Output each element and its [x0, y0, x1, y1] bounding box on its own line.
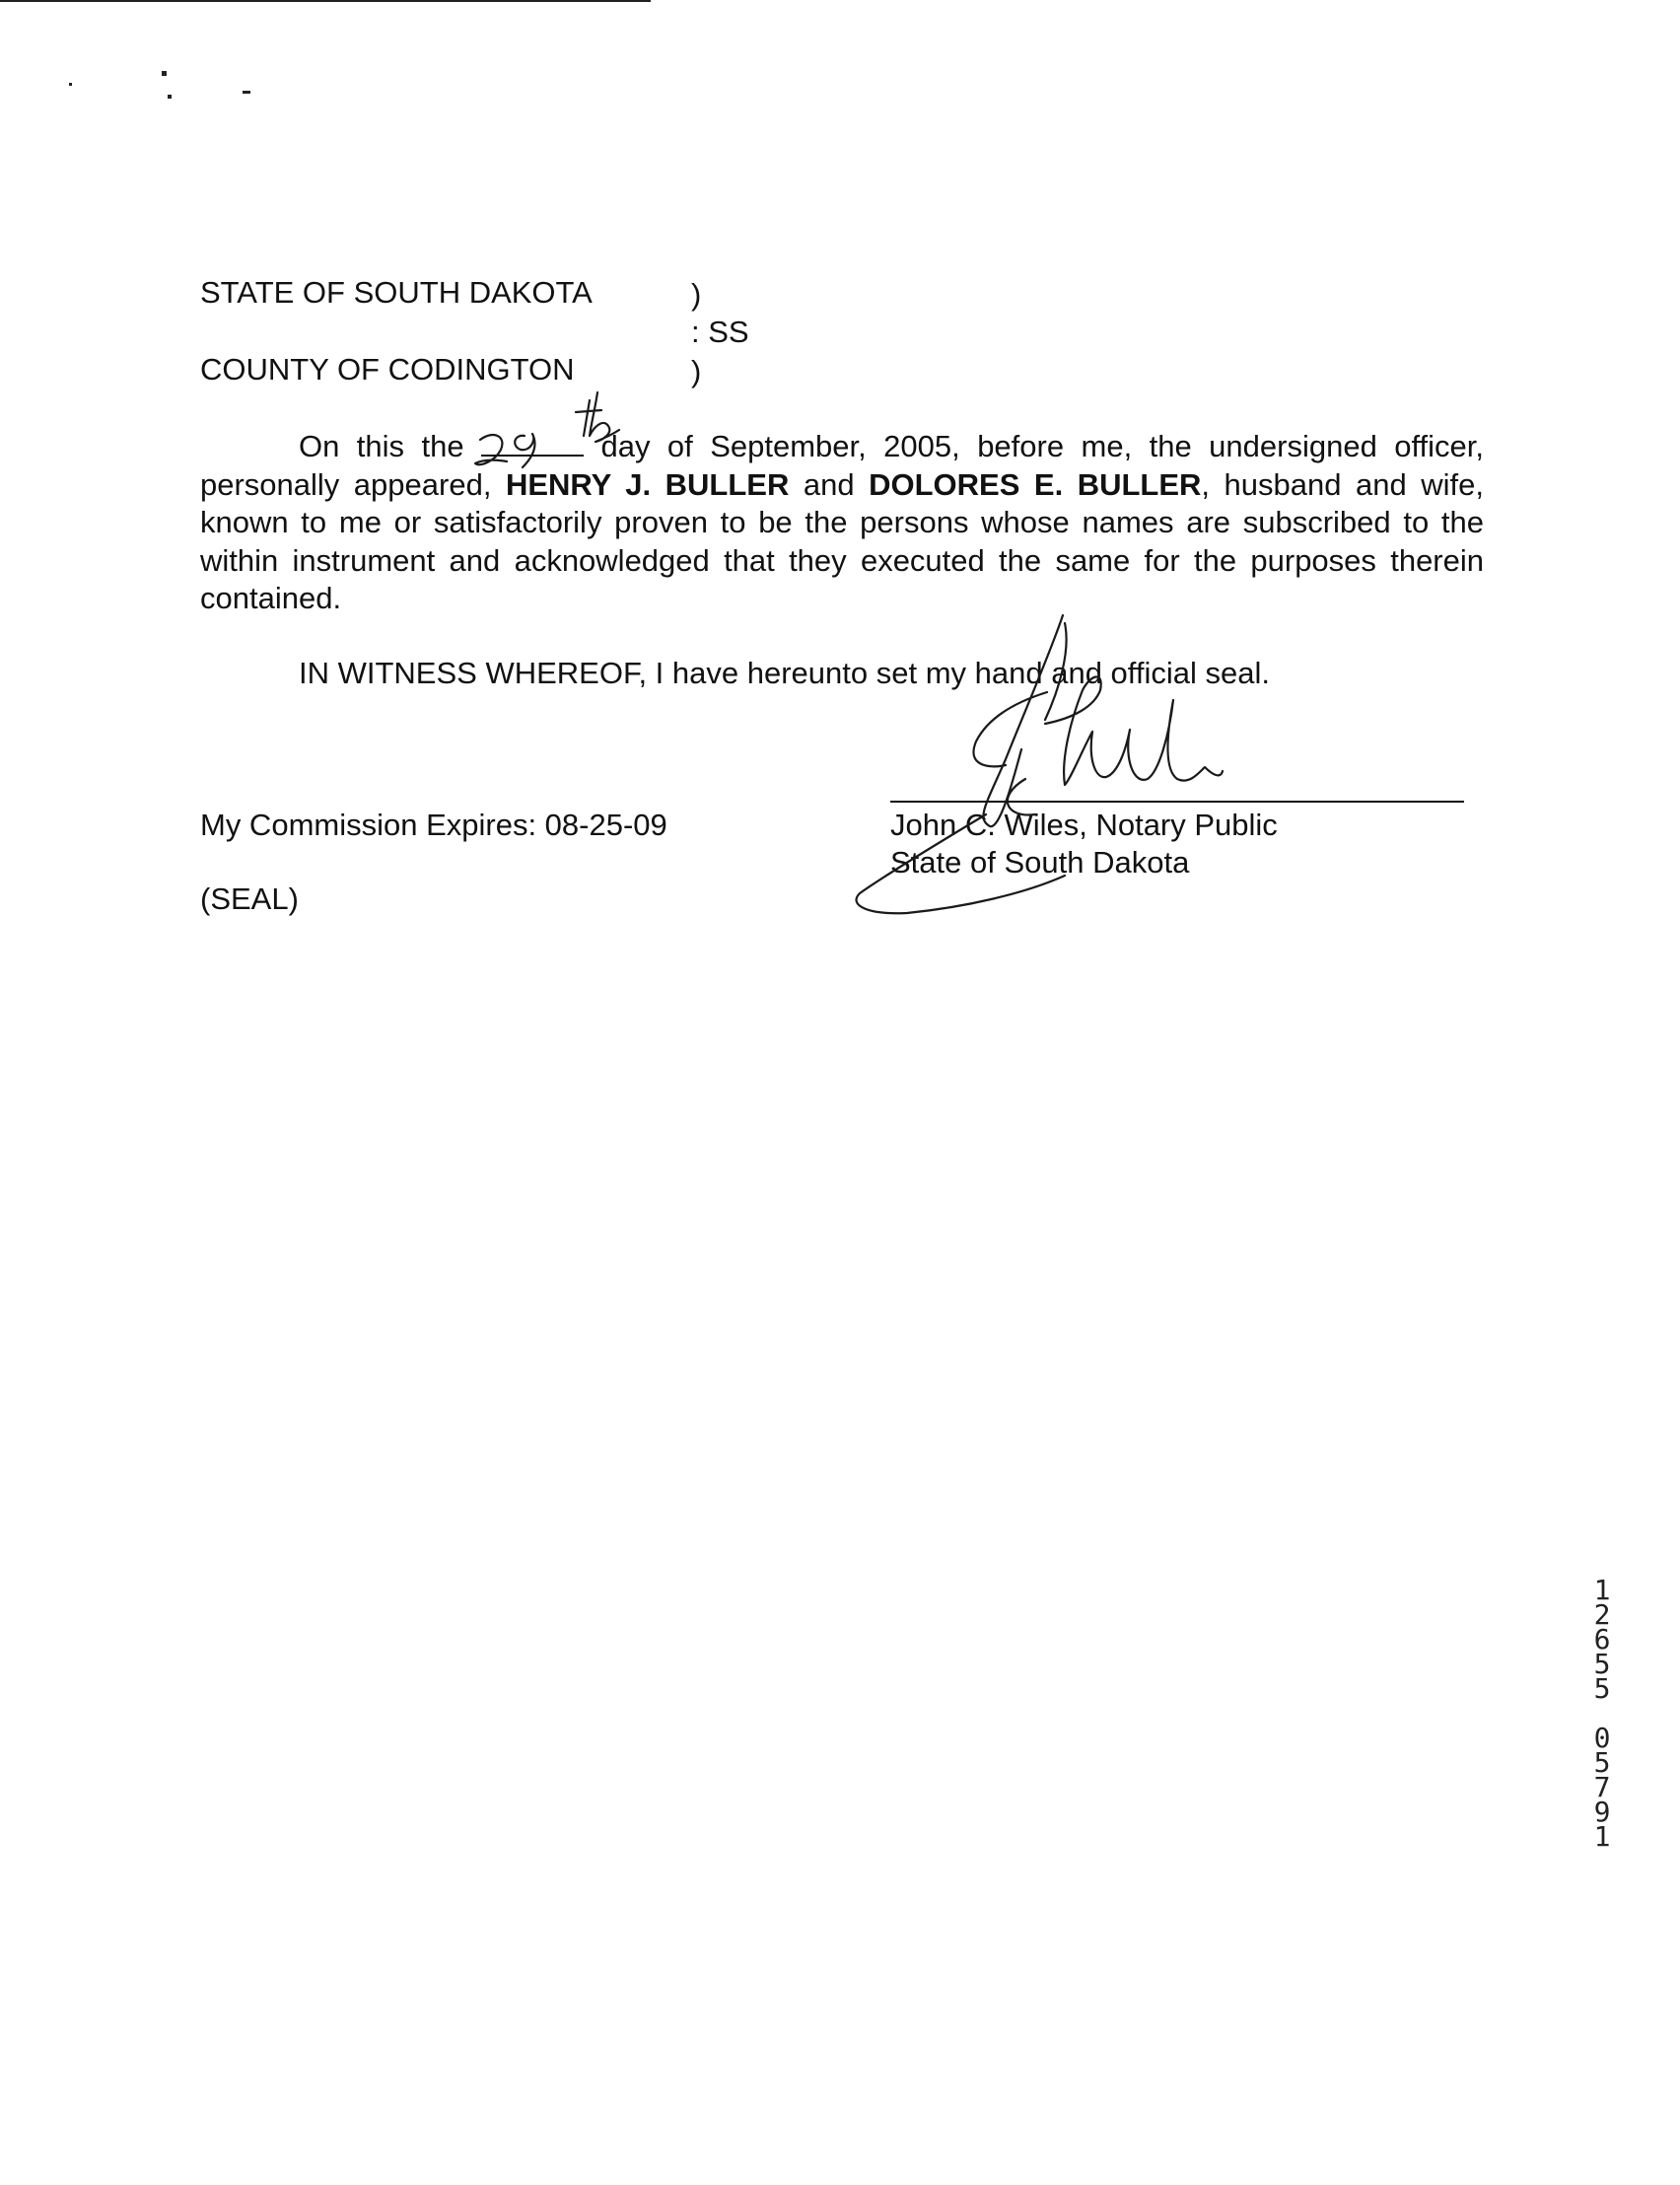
ack-line-3: known to me or satisfactorily proven to be the persons whose names are subscribed to the — [200, 505, 1484, 539]
venue-paren-bottom: ) — [691, 354, 702, 388]
seal-label: (SEAL) — [200, 881, 299, 916]
top-rule — [0, 0, 651, 2]
stamp-digit: 5 — [1593, 1672, 1611, 1705]
signature-line — [890, 801, 1464, 803]
venue-paren-top: ) — [691, 277, 702, 312]
party-name-2: DOLORES E. BULLER — [869, 466, 1202, 502]
acknowledgment-paragraph — [200, 428, 1484, 618]
stamp-digit: 6 — [1593, 1623, 1611, 1656]
ack-seg4: and — [803, 466, 855, 502]
venue-ss: : SS — [691, 315, 749, 349]
venue-state: STATE OF SOUTH DAKOTA — [200, 275, 593, 310]
scan-speck — [168, 95, 172, 99]
ack-seg2: day of September, 2005, before me, the undersigned officer, — [600, 429, 1485, 463]
stamp-digit: 7 — [1593, 1771, 1611, 1803]
witness-clause: IN WITNESS WHEREOF, I have hereunto set my hand and official seal. — [299, 656, 1270, 690]
scan-speck — [243, 91, 250, 94]
ack-seg5: , husband and wife, — [1201, 466, 1484, 502]
stamp-digit: 5 — [1593, 1746, 1611, 1779]
ack-seg3: personally appeared, — [200, 466, 492, 502]
stamp-digit: 5 — [1593, 1648, 1611, 1680]
ack-line-4: within instrument and acknowledged that they executed the same for the purposes therein — [200, 542, 1484, 578]
stamp-digit: 9 — [1593, 1796, 1611, 1828]
scan-speck — [69, 83, 72, 86]
stamp-digit: 0 — [1593, 1722, 1611, 1754]
commission-expires: My Commission Expires: 08-25-09 — [200, 808, 667, 842]
ack-seg1: On this the — [299, 429, 464, 463]
scan-speck — [162, 71, 167, 76]
ack-line-1 — [200, 428, 1484, 466]
party-name-1: HENRY J. BULLER — [505, 466, 790, 502]
notary-name: John C. Wiles, Notary Public — [890, 808, 1278, 842]
stamp-digit: 1 — [1593, 1574, 1611, 1606]
notary-state: State of South Dakota — [890, 845, 1190, 880]
ack-line-2 — [200, 466, 1484, 505]
stamp-digit: 2 — [1593, 1598, 1611, 1631]
day-blank — [481, 429, 584, 457]
stamp-digit: 1 — [1593, 1820, 1611, 1853]
document-stamp-number — [1582, 1574, 1622, 1853]
ack-line-5: contained. — [200, 581, 342, 615]
venue-county: COUNTY OF CODINGTON — [200, 352, 575, 387]
